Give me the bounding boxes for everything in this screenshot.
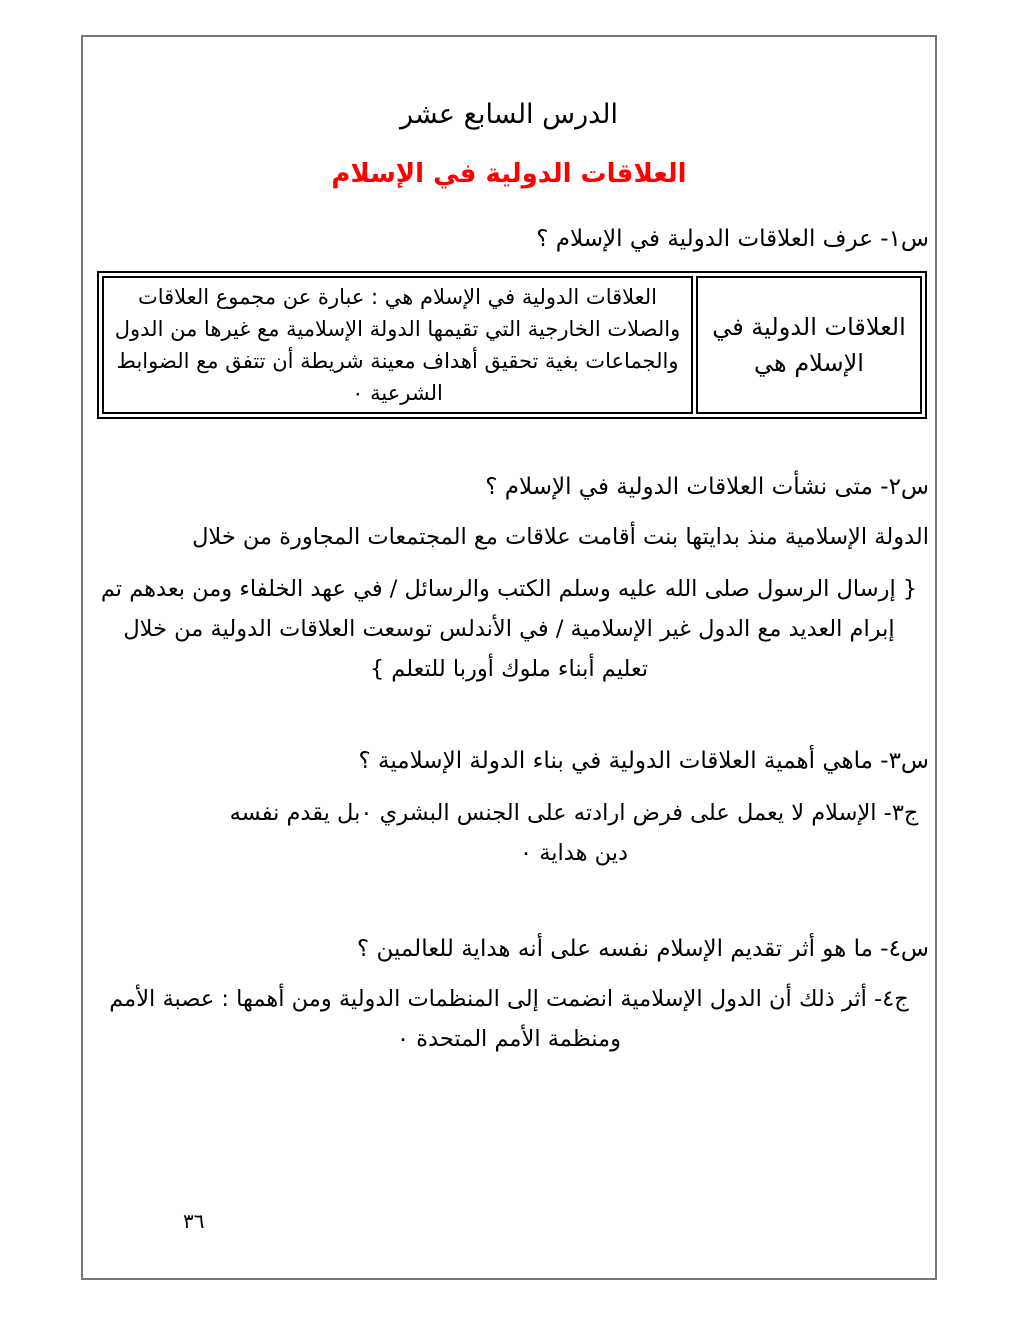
- question-3: س٣- ماهي أهمية العلاقات الدولية في بناء الدولة الإسلامية ؟: [358, 748, 929, 774]
- definition-text-cell: العلاقات الدولية في الإسلام هي : عبارة عن مجموع العلاقات والصلات الخارجية التي تقيمها الدولة الإسلامية مع غيرها من الدول والجماعات بغية تحقيق أهداف معينة شريطة أن تتفق مع الضوابط الشرعية ٠: [102, 276, 693, 414]
- answer-2-intro: الدولة الإسلامية منذ بدايتها بنت أقامت علاقات مع المجتمعات المجاورة من خلال: [192, 524, 929, 550]
- question-2: س٢- متى نشأت العلاقات الدولية في الإسلام ؟: [485, 474, 929, 500]
- question-1: س١- عرف العلاقات الدولية في الإسلام ؟: [536, 226, 929, 252]
- definition-table-row: [102, 276, 922, 414]
- definition-label-cell: العلاقات الدولية في الإسلام هي: [696, 276, 922, 414]
- question-4: س٤- ما هو أثر تقديم الإسلام نفسه على أنه هداية للعالمين ؟: [356, 936, 929, 962]
- answer-2-detail: { إرسال الرسول صلى الله عليه وسلم الكتب والرسائل / في عهد الخلفاء ومن بعدهم تم إبرام العديد مع الدول غير الإسلامية / في الأندلس توسعت العلاقات الدولية من خلال تعليم أبناء ملوك أوربا للتعلم }: [100, 576, 918, 682]
- definition-table: [97, 271, 927, 419]
- answer-3: ج٣- الإسلام لا يعمل على فرض ارادته على الجنس البشري ٠بل يقدم نفسه دين هداية ٠: [229, 800, 919, 866]
- page-number: ٣٦: [183, 1209, 205, 1233]
- answer-4: ج٤- أثر ذلك أن الدول الإسلامية انضمت إلى المنظمات الدولية ومن أهمها : عصبة الأمم ومنظمة الأمم المتحدة ٠: [109, 986, 909, 1052]
- page-border-frame: [81, 35, 937, 1280]
- lesson-title: الدرس السابع عشر: [399, 99, 619, 130]
- lesson-subtitle: العلاقات الدولية في الإسلام: [331, 159, 687, 189]
- page-content: [83, 95, 935, 1059]
